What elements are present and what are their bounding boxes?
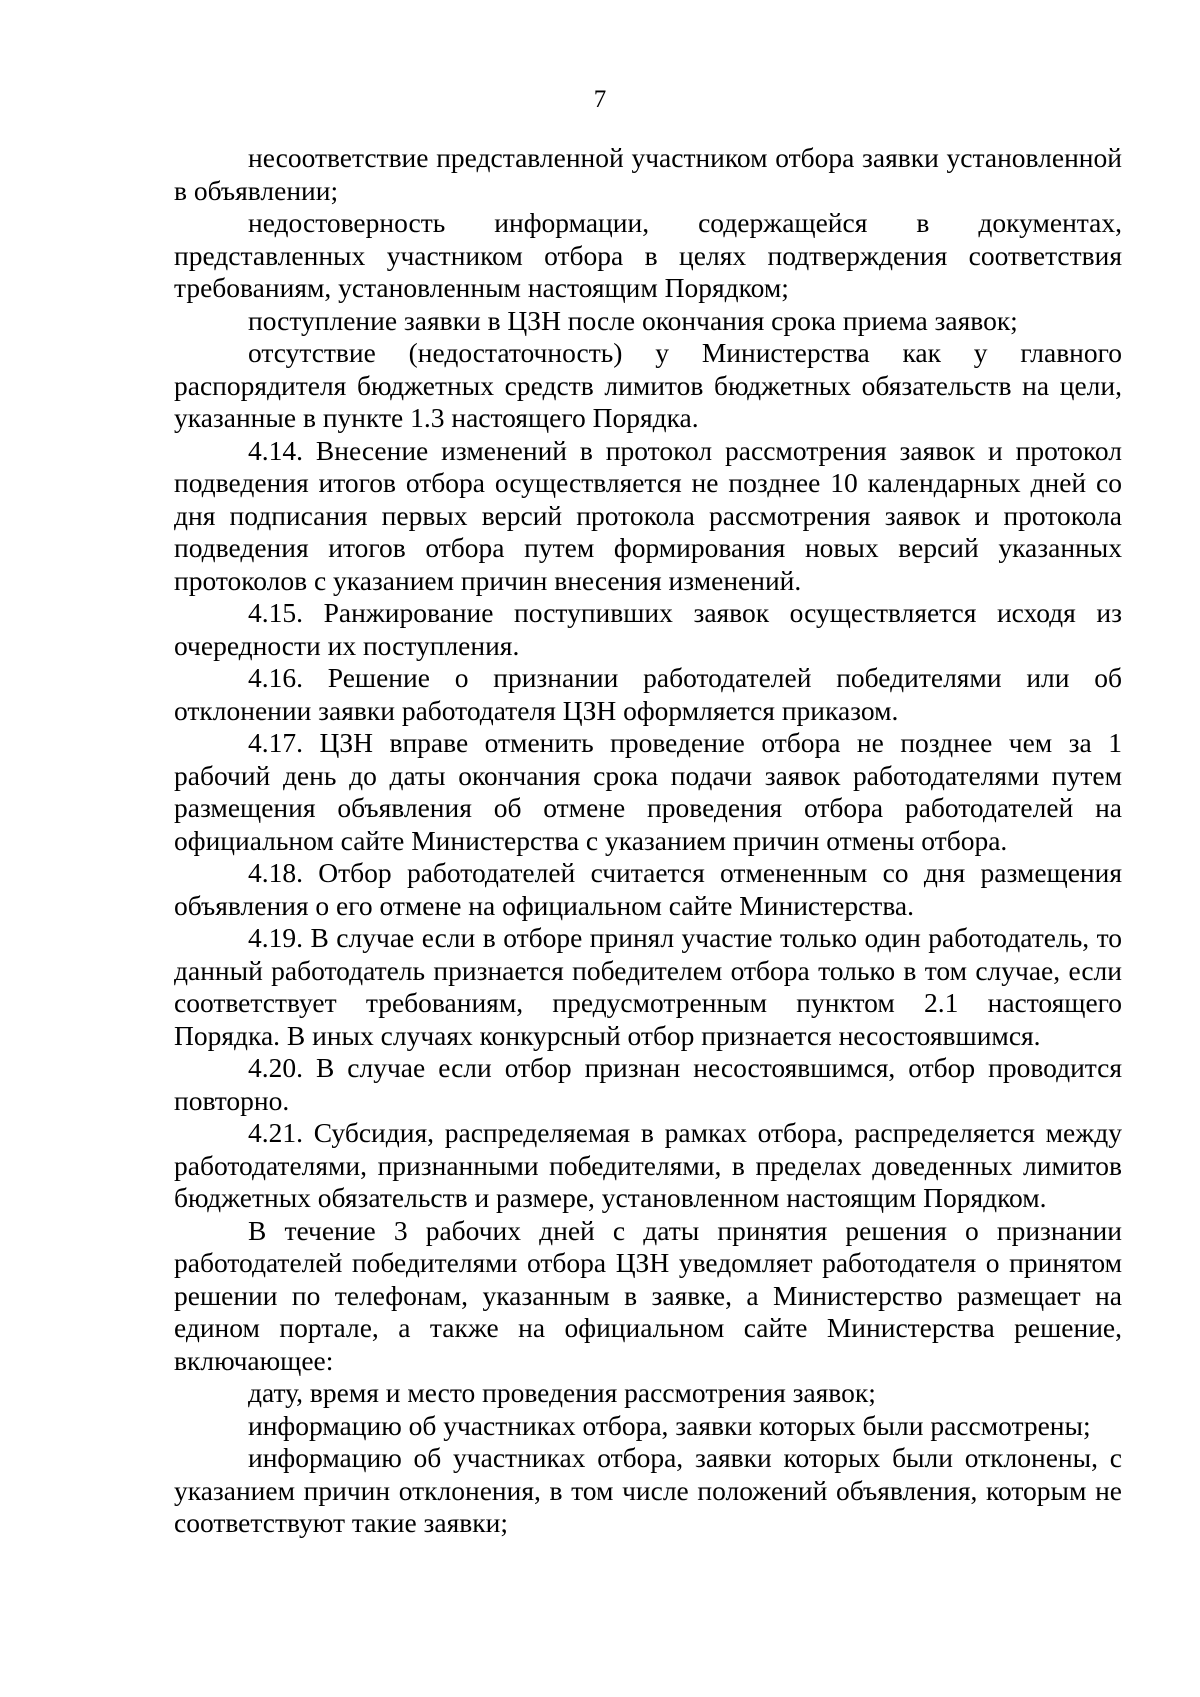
paragraph-date-time-place: дату, время и место проведения рассмотрения заявок;: [248, 1377, 876, 1408]
paragraph-late-submission: поступление заявки в ЦЗН после окончания срока приема заявок;: [248, 304, 1018, 336]
paragraph-4-14: 4.14. Внесение изменений в протокол рассмотрения заявок и протокол подведения итогов отбора осуществляется не позднее 10 календарных дней со дня подписания первых версий протокола рассмотрения заявок и протокола подведения итогов отбора путем формирования новых версий указанных протоколов с указанием причин внесения изменений.: [174, 434, 1122, 596]
paragraph-4-18: 4.18. Отбор работодателей считается отмененным со дня размещения объявления о его отмене на официальном сайте Министерства.: [174, 857, 1122, 921]
page-number: 7: [593, 86, 607, 113]
paragraph-4-17: 4.17. ЦЗН вправе отменить проведение отбора не позднее чем за 1 рабочий день до даты окончания срока подачи заявок работодателями путем размещения объявления об отмене проведения отбора работодателей на официальном сайте Министерства с указанием причин отмены отбора.: [174, 727, 1122, 856]
paragraph-4-19: 4.19. В случае если в отборе принял участие только один работодатель, то данный работодатель признается победителем отбора только в том случае, если соответствует требованиям, предусмотренным пунктом 2.1 настоящего Порядка. В иных случаях конкурсный отбор признается несостоявшимся.: [174, 922, 1122, 1051]
paragraph-4-20: 4.20. В случае если отбор признан несостоявшимся, отбор проводится повторно.: [174, 1052, 1122, 1116]
paragraph-rejected-participants: информацию об участниках отбора, заявки которых были отклонены, с указанием причин отклонения, в том числе положений объявления, которым не соответствуют такие заявки;: [174, 1442, 1122, 1538]
paragraph-mismatch: несоответствие представленной участником отбора заявки установленной в объявлении;: [174, 142, 1122, 206]
document-body: [174, 142, 1122, 1540]
paragraph-insufficient-limits: отсутствие (недостаточность) у Министерства как у главного распорядителя бюджетных средств лимитов бюджетных обязательств на цели, указанные в пункте 1.3 настоящего Порядка.: [174, 337, 1122, 433]
paragraph-4-21: 4.21. Субсидия, распределяемая в рамках отбора, распределяется между работодателями, признанными победителями, в пределах доведенных лимитов бюджетных обязательств и размере, установленном настоящим Порядком.: [174, 1117, 1122, 1213]
paragraph-4-16: 4.16. Решение о признании работодателей победителями или об отклонении заявки работодателя ЦЗН оформляется приказом.: [174, 662, 1122, 726]
paragraph-unreliable-info: недостоверность информации, содержащейся в документах, представленных участником отбора в целях подтверждения соответствия требованиям, установленным настоящим Порядком;: [174, 207, 1122, 303]
paragraph-notification: В течение 3 рабочих дней с даты принятия решения о признании работодателей победителями отбора ЦЗН уведомляет работодателя о принятом решении по телефонам, указанным в заявке, а Министерство размещает на едином портале, а также на официальном сайте Министерства решение, включающее:: [174, 1214, 1122, 1376]
paragraph-considered-participants: информацию об участниках отбора, заявки которых были рассмотрены;: [248, 1409, 1091, 1441]
paragraph-4-15: 4.15. Ранжирование поступивших заявок осуществляется исходя из очередности их поступления.: [174, 597, 1122, 661]
